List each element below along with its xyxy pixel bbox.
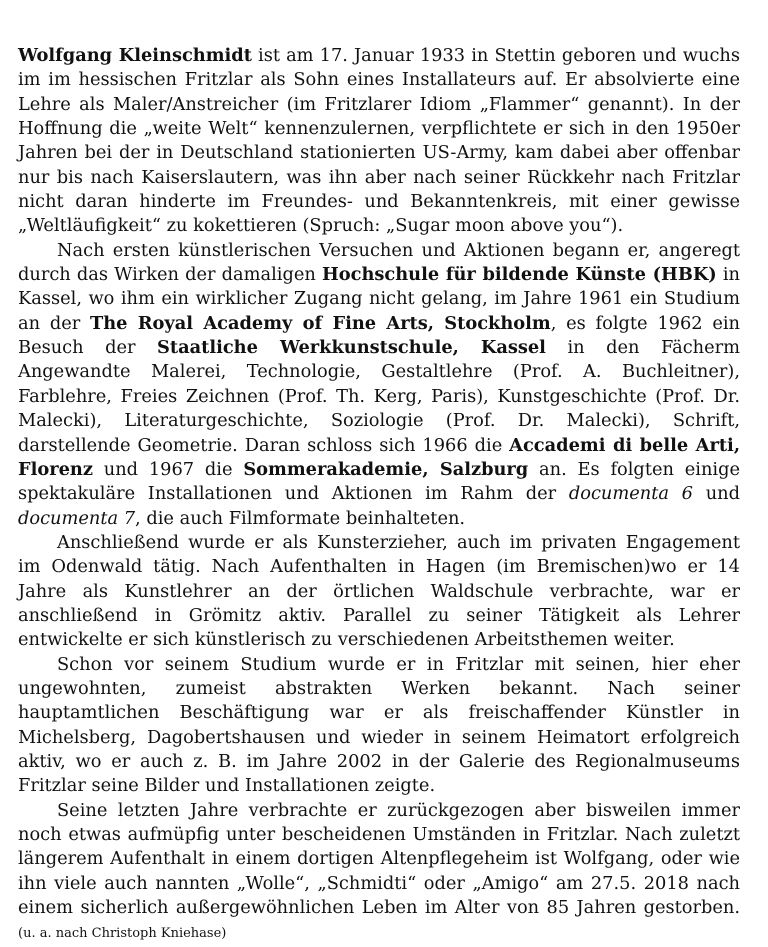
paragraph-biography-intro: [18, 44, 740, 239]
text-run: Anschließend wurde er als Kunsterzieher, auch im privaten Engagement im Odenwald tätig. Nach Aufenthalten in Hagen (im Bremischen)wo er 14 Jahre als Kunstlehrer an der örtlichen Waldschule verbrachte, war er anschließend in Grömitz aktiv. Parallel zu seiner Tätigkeit als Lehrer entwickelte er sich künstlerisch zu verschiedenen Arbeitsthemen weiter.: [18, 531, 740, 651]
text-run: in den Fächerm Angewandte Malerei, Technologie, Gestaltlehre (Prof. A. Buchleitner), Farblehre, Freies Zeichnen (Prof. Th. Kerg, Paris), Kunstgeschichte (Prof. Dr. Malecki), Literaturgeschichte, Soziologie (Prof. Dr. Malecki), Schrift, darstellende Geometrie. Daran schloss sich 1966 die: [18, 337, 740, 456]
bold-institution-name: Staatliche Werkkunstschule, Kassel: [157, 337, 546, 359]
text-run: und: [692, 483, 740, 505]
text-run: Seine letzten Jahre verbrachte er zurückgezogen aber bisweilen immer noch etwas aufmüpfig unter bescheidenen Umständen in Fritzlar. Nach zuletzt längerem Aufenthalt in einem dortigen Altenpflegeheim ist Wolfgang, oder wie ihn viele auch nannten „Wolle“, „Schmidti“ oder „Amigo“ am 27.5. 2018 nach einem sicherlich außergewöhnlichen Leben im Alter von 85 Jahren gestorben.: [18, 799, 740, 919]
text-run: , es folgte 1962 ein Besuch der: [18, 312, 740, 359]
text-run: Nach ersten künstlerischen Versuchen und Aktionen begann er, angeregt durch das Wirken der damaligen: [18, 239, 740, 286]
italic-exhibition-name: documenta 6: [568, 483, 693, 505]
italic-exhibition-name: documenta 7: [18, 507, 136, 529]
bold-institution-name: Wolfgang Kleinschmidt: [18, 45, 252, 66]
bold-institution-name: Hochschule für bildende Künste (HBK): [322, 264, 717, 286]
bold-institution-name: Sommerakademie, Salzburg: [243, 458, 529, 480]
source-credit: (u. a. nach Christoph Kniehase): [18, 926, 227, 942]
text-run: , die auch Filmformate beinhalteten.: [135, 507, 466, 529]
paragraph-teaching-career: [18, 531, 740, 653]
text-run: und 1967 die: [92, 458, 244, 480]
paragraph-education: [18, 239, 740, 531]
text-run: ist am 17. Januar 1933 in Stettin geboren und wuchs im im hessischen Fritzlar als Sohn eines Installateurs auf. Er absolvierte eine Lehre als Maler/Anstreicher (im Fritzlarer Idiom „Flammer“ genannt). In der Hoffnung die „weite Welt“ kennenzulernen, verpflichtete er sich in den 1950er Jahren bei der in Deutschland stationierten US-Army, kam dabei aber offenbar nur bis nach Kaiserslautern, was ihn aber nach seiner Rückkehr nach Fritzlar nicht daran hinderte im Freundes- und Bekanntenkreis, mit einer gewisse „Weltläufigkeit“ zu kokettieren (Spruch: „Sugar moon above you“).: [18, 45, 740, 237]
text-run: an. Es folgten einige spektakuläre Installationen und Aktionen im Rahm der: [18, 458, 740, 505]
paragraph-artistic-work: [18, 653, 740, 799]
bold-institution-name: The Royal Academy of Fine Arts, Stockholm: [90, 312, 551, 334]
text-run: Schon vor seinem Studium wurde er in Fritzlar mit seinen, hier eher ungewohnten, zumeist abstrakten Werken bekannt. Nach seiner hauptamtlichen Beschäftigung war er als freischaffender Künstler in Michelsberg, Dagobertshausen und wieder in seinem Heimatort erfolgreich aktiv, wo er auch z. B. im Jahre 2002 in der Galerie des Regionalmuseums Fritzlar seine Bilder und Installationen zeigte.: [18, 653, 740, 797]
bold-institution-name: Accademi di belle Arti, Florenz: [18, 434, 741, 480]
text-run: in Kassel, wo ihm ein wirklicher Zugang nicht gelang, im Jahre 1961 ein Studium an der: [18, 264, 741, 334]
paragraph-final-years: [18, 799, 740, 947]
